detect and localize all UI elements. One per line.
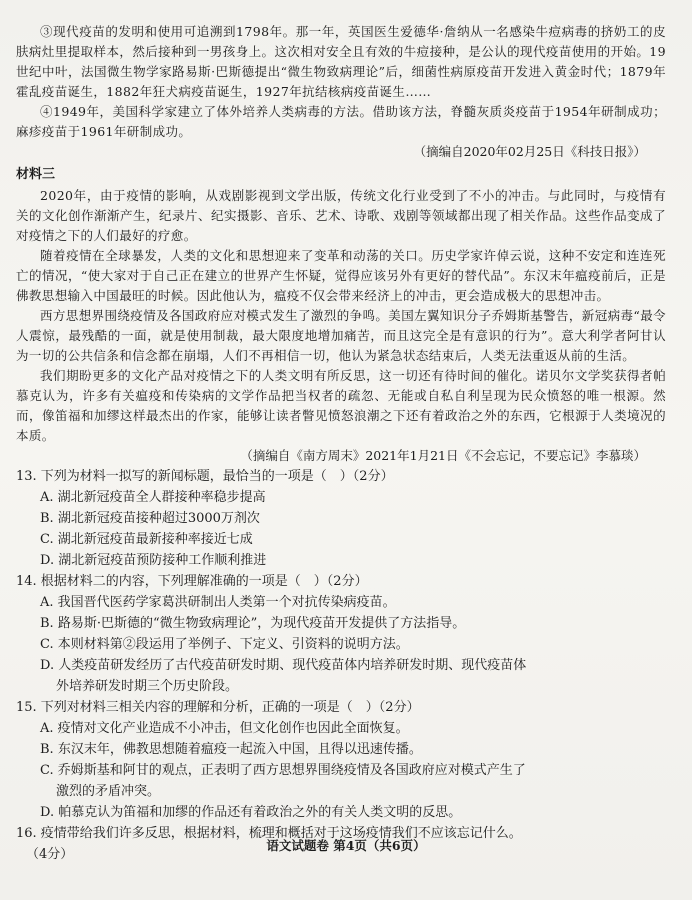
question-13-option-d: D. 湖北新冠疫苗预防接种工作顺利推进 xyxy=(40,553,267,568)
question-14-option-b: B. 路易斯·巴斯德的“微生物致病理论”，为现代疫苗开发提供了方法指导。 xyxy=(40,616,466,631)
page-content xyxy=(16,22,666,865)
question-14-option-a: A. 我国晋代医药学家葛洪研制出人类第一个对抗传染病疫苗。 xyxy=(40,595,396,610)
material3-heading: 材料三 xyxy=(16,167,56,182)
question-16-points: （4分） xyxy=(26,847,74,862)
material2-source: （摘编自2020年02月25日《科技日报》） xyxy=(413,144,646,159)
question-14-option-d: D. 人类疫苗研发经历了古代疫苗研发时期、现代疫苗体内培养研发时期、现代疫苗体 xyxy=(40,658,527,673)
question-13-option-a: A. 湖北新冠疫苗全人群接种率稳步提高 xyxy=(40,490,266,505)
question-13-stem: 13. 下列为材料一拟写的新闻标题，最恰当的一项是（ ）（2分） xyxy=(16,469,394,484)
material3-source: （摘编自《南方周末》2021年1月21日《不会忘记，不要忘记》李慕琰） xyxy=(240,448,646,463)
material3-paragraph-4: 我们期盼更多的文化产品对疫情之下的人类文明有所反思，这一切还有待时间的催化。诺贝尔文学奖获得者帕慕克认为，许多有关瘟疫和传染病的文学作品把当权者的疏忽、无能或自私自利呈现为民众愤怒的唯一根源。然而，像笛福和加缪这样最杰出的作家，能够让读者瞥见愤怒浪潮之下还有着政治之外的东西，它根源于人类境况的本质。 xyxy=(16,368,666,443)
material3-paragraph-1: 2020年，由于疫情的影响，从戏剧影视到文学出版，传统文化行业受到了不小的冲击。与此同时，与疫情有关的文化创作渐渐产生，纪录片、纪实摄影、音乐、艺术、诗歌、戏剧等领域都出现了相关作品。这些作品变成了对疫情之下的人们最好的疗愈。 xyxy=(16,188,666,243)
question-14-option-d-continuation: 外培养研发时期三个历史阶段。 xyxy=(56,679,239,694)
question-15-option-d: D. 帕慕克认为笛福和加缪的作品还有着政治之外的有关人类文明的反思。 xyxy=(40,805,462,820)
question-14-option-c: C. 本则材料第②段运用了举例子、下定义、引资料的说明方法。 xyxy=(40,637,409,652)
question-15-stem: 15. 下列对材料三相关内容的理解和分析，正确的一项是（ ）（2分） xyxy=(16,700,420,715)
material3-paragraph-2: 随着疫情在全球暴发，人类的文化和思想迎来了变革和动荡的关口。历史学家许倬云说，这种不安定和连连死亡的情况，“使大家对于自己正在建立的世界产生怀疑，觉得应该另外有更好的替代品”。东汉末年瘟疫前后，正是佛教思想输入中国最旺的时候。因此他认为，瘟疫不仅会带来经济上的冲击，更会造成极大的思想冲击。 xyxy=(16,248,666,303)
question-15-option-b: B. 东汉末年，佛教思想随着瘟疫一起流入中国，且得以迅速传播。 xyxy=(40,742,422,757)
question-15-option-c-continuation: 激烈的矛盾冲突。 xyxy=(56,784,161,799)
question-15-option-a: A. 疫情对文化产业造成不小冲击，但文化创作也因此全面恢复。 xyxy=(40,721,409,736)
question-16-stem: 16. 疫情带给我们许多反思，根据材料，梳理和概括对于这场疫情我们不应该忘记什么。 xyxy=(16,826,522,841)
material2-paragraph-3: ③现代疫苗的发明和使用可追溯到1798年。那一年，英国医生爱德华·詹纳从一名感染牛痘病毒的挤奶工的皮肤病灶里提取样本，然后接种到一男孩身上。这次相对安全且有效的牛痘接种，是公认的现代疫苗使用的开始。19世纪中叶，法国微生物学家路易斯·巴斯德提出“微生物致病理论”后，细菌性病原疫苗开发进入黄金时代；1879年霍乱疫苗诞生，1882年狂犬病疫苗诞生，1927年抗结核病疫苗诞生…… xyxy=(16,24,666,99)
question-13-option-b: B. 湖北新冠疫苗接种超过3000万剂次 xyxy=(40,511,260,526)
material2-paragraph-4: ④1949年，美国科学家建立了体外培养人类病毒的方法。借助该方法，脊髓灰质炎疫苗于1954年研制成功；麻疹疫苗于1961年研制成功。 xyxy=(16,104,666,139)
page-footer: 语文试题卷 第4页（共6页） xyxy=(266,838,426,853)
question-14-stem: 14. 根据材料二的内容，下列理解准确的一项是（ ）（2分） xyxy=(16,574,368,589)
question-15-option-c: C. 乔姆斯基和阿甘的观点，正表明了西方思想界围绕疫情及各国政府应对模式产生了 xyxy=(40,763,526,778)
question-13-option-c: C. 湖北新冠疫苗最新接种率接近七成 xyxy=(40,532,253,547)
material3-paragraph-3: 西方思想界围绕疫情及各国政府应对模式发生了激烈的争鸣。美国左翼知识分子乔姆斯基警告，新冠病毒“最令人震惊，最残酷的一面，就是使用制裁，最大限度地增加痛苦，而且这完全是有意识的行为”。意大利学者阿甘认为一切的公共信条和信念都在崩塌，人们不再相信一切，他认为紧急状态结束后，人类无法重返从前的生活。 xyxy=(16,308,666,363)
